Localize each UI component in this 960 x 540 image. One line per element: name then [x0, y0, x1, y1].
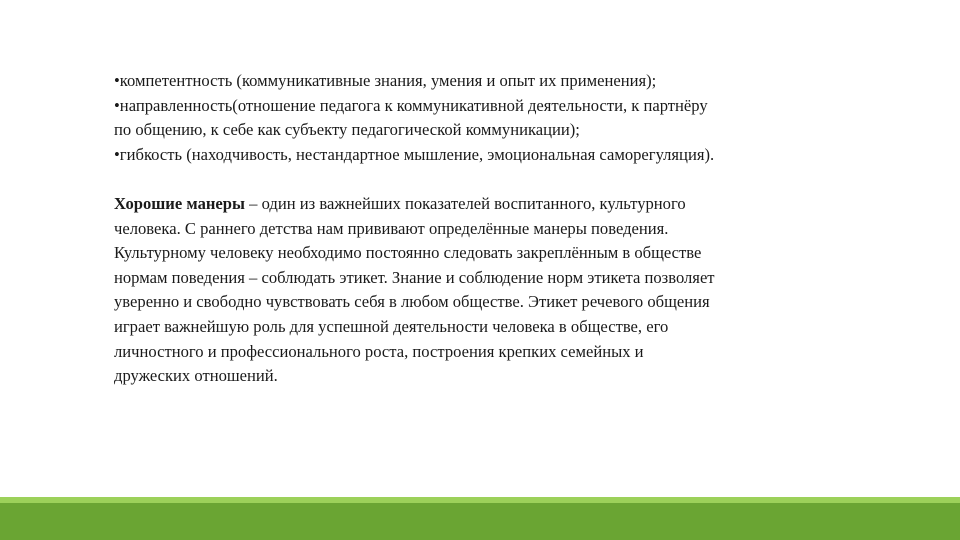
bullet-orientation-continued: по общению, к себе как субъекту педагогической коммуникации); — [114, 120, 580, 140]
bullet-orientation: •направленность(отношение педагога к коммуникативной деятельности, к партнёру — [114, 95, 708, 115]
manners-paragraph-line-3: Культурному человеку необходимо постоянно следовать закреплённым в обществе — [114, 243, 702, 263]
slide-body — [114, 69, 854, 389]
manners-paragraph-line-1 — [114, 192, 854, 217]
manners-paragraph-line-6: играет важнейшую роль для успешной деятельности человека в обществе, его — [114, 316, 669, 336]
manners-term: Хорошие манеры — [114, 193, 245, 213]
manners-paragraph-line-4: нормам поведения – соблюдать этикет. Знание и соблюдение норм этикета позволяет — [114, 267, 715, 287]
bullet-competence: •компетентность (коммуникативные знания, умения и опыт их применения); — [114, 71, 657, 90]
bullet-flexibility: •гибкость (находчивость, нестандартное мышление, эмоциональная саморегуляция). — [114, 144, 715, 164]
paragraph-spacer — [114, 167, 854, 192]
manners-paragraph-line-8: дружеских отношений. — [114, 366, 278, 386]
footer-bar — [0, 503, 960, 540]
manners-paragraph-line-2: человека. С раннего детства нам прививают определённые манеры поведения. — [114, 218, 669, 238]
manners-definition: – один из важнейших показателей воспитанного, культурного — [244, 193, 686, 213]
manners-paragraph-line-5: уверенно и свободно чувствовать себя в любом обществе. Этикет речевого общения — [114, 292, 710, 312]
manners-paragraph-line-7: личностного и профессионального роста, построения крепких семейных и — [114, 341, 644, 361]
